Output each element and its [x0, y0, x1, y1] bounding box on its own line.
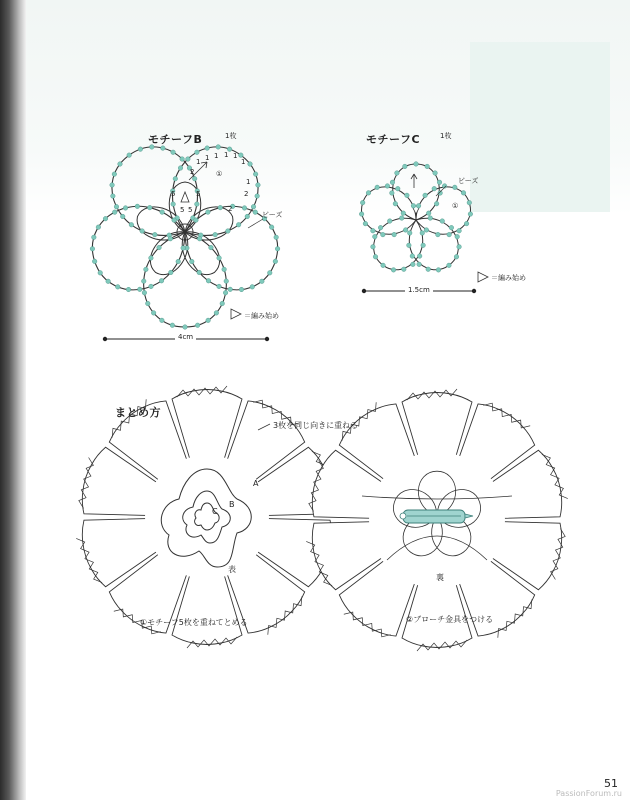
bead-icon — [411, 204, 416, 209]
bead-icon — [147, 205, 152, 210]
bead-icon — [437, 180, 442, 185]
bead-icon — [206, 278, 211, 283]
motif-c-width: 1.5cm — [405, 286, 433, 294]
bead-icon — [213, 232, 218, 237]
bead-icon — [424, 228, 429, 233]
bead-icon — [195, 150, 200, 155]
bead-icon — [153, 232, 158, 237]
bead-icon — [217, 256, 222, 261]
bead-icon — [110, 183, 115, 188]
start-marker-icon — [478, 272, 488, 282]
bead-icon — [242, 206, 247, 211]
bead-icon — [206, 318, 211, 323]
bead-icon — [220, 301, 225, 306]
bead-icon — [453, 185, 458, 190]
bead-icon — [106, 279, 111, 284]
bead-icon — [103, 216, 108, 221]
motif-c-step: ① — [452, 202, 459, 210]
bead-icon — [267, 271, 272, 276]
bead-icon — [149, 284, 154, 289]
bead-icon — [176, 259, 181, 264]
bead-icon — [168, 236, 173, 241]
motif-c-count: 1枚 — [440, 132, 452, 140]
bead-icon — [181, 246, 186, 251]
bead-icon — [405, 193, 410, 198]
bead-icon — [218, 205, 223, 210]
bead-icon — [226, 229, 231, 234]
label-a: A — [253, 479, 259, 488]
motif-b-step: ① — [216, 170, 223, 178]
bead-icon — [171, 202, 176, 207]
bead-icon — [371, 228, 376, 233]
bead-icon — [395, 171, 400, 176]
bead-icon — [140, 229, 145, 234]
bead-icon — [248, 162, 253, 167]
bead-icon — [123, 206, 128, 211]
bead-icon — [145, 301, 150, 306]
bead-icon — [387, 219, 392, 224]
bead-icon — [90, 247, 95, 252]
bead-icon — [426, 267, 431, 272]
bead-icon — [378, 225, 383, 230]
bead-icon — [457, 245, 462, 250]
bead-icon — [195, 202, 200, 207]
bead-icon — [420, 231, 425, 236]
bead-icon — [183, 325, 188, 330]
bead-icon — [273, 259, 278, 264]
bead-icon — [157, 245, 162, 250]
bead-icon — [216, 145, 221, 150]
assembly-title: まとめ方 — [115, 406, 161, 419]
bead-icon — [194, 218, 199, 223]
bead-icon — [256, 183, 261, 188]
bead-icon — [255, 194, 260, 199]
bead-icon — [206, 210, 211, 215]
stitch-number: 5 — [196, 190, 201, 198]
bead-icon — [433, 171, 438, 176]
bead-icon — [392, 232, 397, 237]
bead-icon — [426, 211, 431, 216]
bead-icon — [390, 191, 395, 196]
bead-icon — [375, 185, 380, 190]
stitch-number: 2 — [228, 205, 233, 213]
bead-icon — [245, 214, 250, 219]
bead-icon — [236, 222, 241, 227]
bead-icon — [98, 271, 103, 276]
bead-icon — [411, 262, 416, 267]
label-front: 表 — [228, 565, 236, 574]
bead-icon — [186, 157, 191, 162]
bead-icon — [428, 216, 433, 221]
stitch-number: 1 — [224, 151, 229, 159]
motif-c-title: モチーフC — [366, 133, 421, 146]
bead-icon — [390, 180, 395, 185]
bead-icon — [112, 172, 117, 177]
bead-icon — [217, 284, 222, 289]
bead-icon — [359, 212, 364, 217]
stitch-number: 5 — [180, 206, 185, 214]
bead-icon — [253, 172, 258, 177]
bead-icon — [111, 194, 116, 199]
motif-b-bead-label: ビーズ — [262, 211, 283, 219]
bead-icon — [159, 278, 164, 283]
bead-icon — [468, 212, 473, 217]
bead-icon — [360, 200, 365, 205]
bead-icon — [467, 200, 472, 205]
bead-icon — [399, 216, 404, 221]
stitch-number: 2 — [244, 190, 249, 198]
bead-icon — [260, 279, 265, 284]
bead-icon — [96, 225, 101, 230]
bead-icon — [253, 210, 258, 215]
bead-icon — [239, 287, 244, 292]
label-b: B — [229, 500, 235, 509]
bead-icon — [417, 254, 422, 259]
stitch-number: 1 — [196, 158, 201, 166]
bead-icon — [447, 263, 452, 268]
bead-icon — [126, 287, 131, 292]
bead-icon — [403, 228, 408, 233]
bead-icon — [189, 259, 194, 264]
label-back: 裏 — [436, 573, 444, 582]
stitch-number: 5 — [188, 206, 193, 214]
bead-icon — [416, 204, 421, 209]
bead-icon — [197, 270, 202, 275]
start-marker-icon — [231, 309, 241, 319]
bead-icon — [373, 254, 378, 259]
label-c: C — [212, 507, 218, 516]
bead-icon — [120, 214, 125, 219]
bead-icon — [449, 225, 454, 230]
bead-icon — [454, 254, 459, 259]
page-number: 51 — [604, 777, 618, 790]
bead-icon — [171, 150, 176, 155]
bead-icon — [239, 153, 244, 158]
bead-icon — [381, 232, 386, 237]
stitch-number: 5 — [171, 190, 176, 198]
bead-icon — [195, 323, 200, 328]
assembly-step1: ①モチーフ5枚を重ねてとめる — [140, 618, 248, 627]
bead-icon — [160, 210, 165, 215]
bead-icon — [407, 243, 412, 248]
bead-icon — [381, 263, 386, 268]
bead-icon — [434, 201, 439, 206]
bead-icon — [395, 186, 400, 191]
motif-b-width: 4cm — [175, 333, 196, 341]
bead-icon — [391, 268, 396, 273]
bead-icon — [425, 164, 430, 169]
stitch-number: 1 — [246, 178, 251, 186]
motif-c-bead-label: ビーズ — [458, 177, 479, 185]
bead-icon — [250, 285, 255, 290]
bead-icon — [407, 231, 412, 236]
bead-icon — [423, 193, 428, 198]
bead-icon — [371, 245, 376, 250]
bead-icon — [129, 222, 134, 227]
bead-icon — [436, 232, 441, 237]
bead-icon — [115, 285, 120, 290]
bead-icon — [455, 234, 460, 239]
bead-icon — [135, 204, 140, 209]
stitch-number: 1 — [241, 158, 246, 166]
bead-icon — [170, 323, 175, 328]
bead-icon — [410, 254, 415, 259]
bead-icon — [402, 267, 407, 272]
bead-icon — [137, 287, 142, 292]
bead-icon — [127, 153, 132, 158]
bead-icon — [172, 218, 177, 223]
bead-icon — [114, 204, 119, 209]
bead-icon — [366, 191, 371, 196]
bead-icon — [440, 219, 445, 224]
bead-icon — [385, 184, 390, 189]
bead-icon — [363, 221, 368, 226]
bead-icon — [274, 235, 279, 240]
bead-icon — [197, 236, 202, 241]
motif-c-start-note: ＝編み始め — [491, 274, 526, 282]
assembly-stack-note: 3枚を同じ向きに重ねる — [273, 421, 359, 430]
bead-icon — [373, 234, 378, 239]
bead-icon — [457, 228, 462, 233]
bead-icon — [141, 279, 146, 284]
bead-icon — [224, 279, 229, 284]
bead-icon — [393, 201, 398, 206]
bead-icon — [192, 176, 197, 181]
brooch-pin-icon — [400, 510, 473, 523]
bead-icon — [464, 221, 469, 226]
bead-icon — [169, 270, 174, 275]
bead-icon — [149, 256, 154, 261]
bead-icon — [144, 267, 149, 272]
bead-icon — [461, 191, 466, 196]
stitch-number: 1 — [214, 152, 219, 160]
watermark: PassionForum.ru — [555, 789, 622, 798]
motif-b-title: モチーフB — [148, 133, 203, 146]
stitch-number: 2 — [190, 168, 195, 176]
bead-icon — [269, 225, 274, 230]
bead-icon — [251, 204, 256, 209]
bead-icon — [403, 164, 408, 169]
bead-icon — [180, 157, 185, 162]
motif-b-diagram — [82, 131, 288, 329]
bead-icon — [138, 147, 143, 152]
bead-icon — [214, 311, 219, 316]
bead-icon — [209, 245, 214, 250]
bead-icon — [151, 311, 156, 316]
bead-icon — [112, 210, 117, 215]
bead-icon — [447, 232, 452, 237]
bead-icon — [223, 290, 228, 295]
bead-icon — [222, 267, 227, 272]
bead-icon — [421, 243, 426, 248]
bead-icon — [178, 166, 183, 171]
bead-icon — [401, 211, 406, 216]
bead-icon — [432, 186, 437, 191]
bead-icon — [160, 318, 165, 323]
bead-icon — [118, 162, 123, 167]
motif-b-start-note: ＝編み始め — [244, 312, 279, 320]
assembly-step2: ②ブローチ金具をつける — [406, 615, 494, 624]
bead-icon — [92, 235, 97, 240]
bead-icon — [436, 268, 441, 273]
bead-icon — [92, 259, 97, 264]
bead-icon — [205, 146, 210, 151]
motif-b-count: 1枚 — [225, 132, 237, 140]
bead-icon — [173, 176, 178, 181]
bead-icon — [414, 162, 419, 167]
stitch-number: 1 — [233, 152, 238, 160]
bead-icon — [417, 262, 422, 267]
bead-icon — [228, 287, 233, 292]
stitch-number: 1 — [205, 154, 210, 162]
bead-icon — [142, 290, 147, 295]
bead-icon — [275, 247, 280, 252]
